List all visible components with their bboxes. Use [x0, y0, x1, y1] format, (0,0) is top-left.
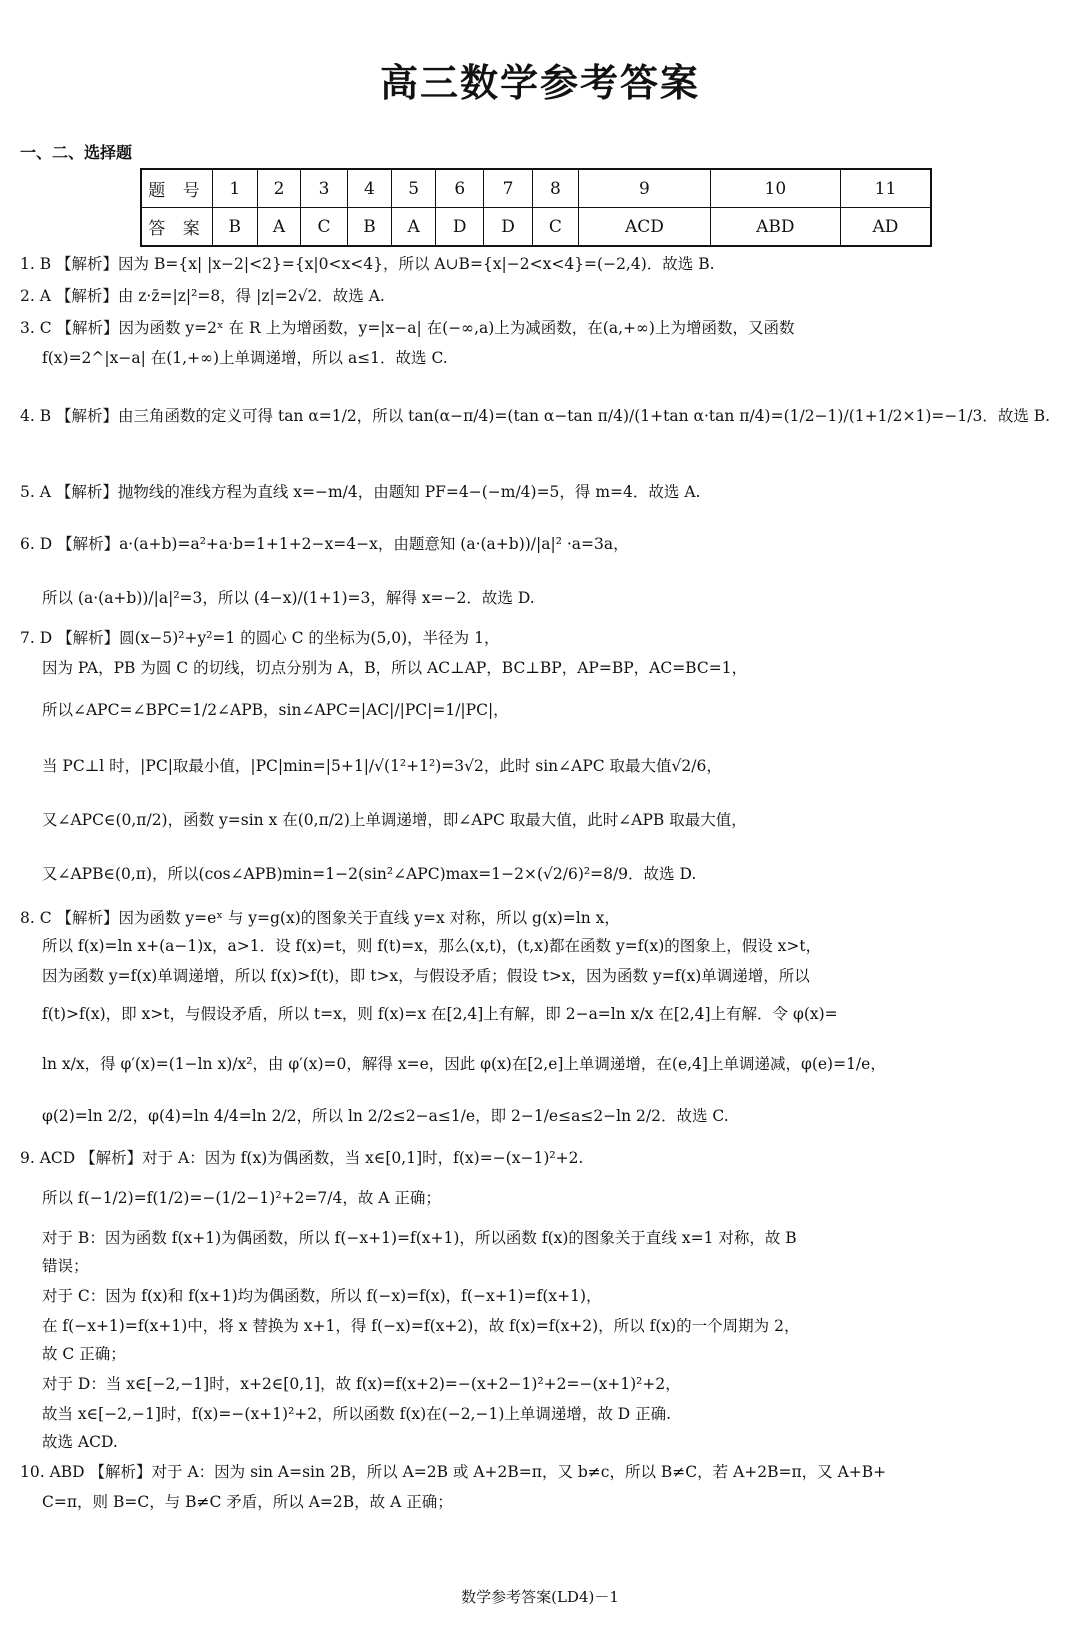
solution-line-q9a: 9. ACD 【解析】对于 A：因为 f(x)为偶函数，当 x∈[0,1]时，f(x)=−(x−1)²+2.: [20, 1149, 584, 1167]
solution-line-q1: 1. B 【解析】因为 B={x| |x−2|<2}={x|0<x<4}，所以 A∪B={x|−2<x<4}=(−2,4)．故选 B.: [20, 255, 715, 273]
solution-line-q8b: 所以 f(x)=ln x+(a−1)x，a>1．设 f(x)=t，则 f(t)=x，那么(x,t)，(t,x)都在函数 y=f(x)的图象上，假设 x>t，: [42, 937, 822, 955]
solution-line-q8e: ln x/x，得 φ′(x)=(1−ln x)/x²，由 φ′(x)=0，解得 x=e，因此 φ(x)在[2,e]上单调递增，在(e,4]上单调递减，φ(e)=1/e，: [42, 1055, 886, 1073]
answer-table: [140, 168, 932, 247]
solution-line-q7b: 因为 PA，PB 为圆 C 的切线，切点分别为 A，B，所以 AC⊥AP，BC⊥BP，AP=BP，AC=BC=1，: [42, 659, 748, 677]
solution-line-q10a: 10. ABD 【解析】对于 A：因为 sin A=sin 2B，所以 A=2B 或 A+2B=π，又 b≠c，所以 B≠C，若 A+2B=π，又 A+B+: [20, 1463, 887, 1481]
solution-line-q7f: 又∠APB∈(0,π)，所以(cos∠APB)min=1−2(sin²∠APC)max=1−2×(√2/6)²=8/9．故选 D.: [42, 865, 697, 883]
section-heading: 一、二、选择题: [20, 143, 133, 162]
table-cell: 3: [301, 169, 347, 208]
table-cell: 10: [710, 169, 840, 208]
solution-line-q10b: C=π，则 B=C，与 B≠C 矛盾，所以 A=2B，故 A 正确；: [42, 1493, 453, 1511]
solution-line-q7e: 又∠APC∈(0,π/2)，函数 y=sin x 在(0,π/2)上单调递增，即∠APC 取最大值，此时∠APB 取最大值，: [42, 811, 747, 829]
table-cell: D: [436, 208, 484, 247]
row-header-answer: 答 案: [141, 208, 213, 247]
table-cell: 5: [392, 169, 436, 208]
table-cell: ACD: [579, 208, 711, 247]
table-cell: B: [213, 208, 258, 247]
table-cell: 1: [213, 169, 258, 208]
table-cell: D: [484, 208, 532, 247]
solution-line-q8d: f(t)>f(x)，即 x>t，与假设矛盾，所以 t=x，则 f(x)=x 在[2,4]上有解，即 2−a=ln x/x 在[2,4]上有解．令 φ(x)=: [42, 1005, 838, 1023]
table-cell: 4: [347, 169, 392, 208]
solution-line-q9b: 所以 f(−1/2)=f(1/2)=−(1/2−1)²+2=7/4，故 A 正确；: [42, 1189, 441, 1207]
solution-line-q8c: 因为函数 y=f(x)单调递增，所以 f(x)>f(t)，即 t>x，与假设矛盾；假设 t>x，因为函数 y=f(x)单调递增，所以: [42, 967, 810, 985]
table-cell: 9: [579, 169, 711, 208]
solution-line-q6b: 所以 (a·(a+b))/|a|²=3，所以 (4−x)/(1+1)=3，解得 x=−2．故选 D.: [42, 589, 535, 607]
table-cell: 6: [436, 169, 484, 208]
solution-line-q6a: 6. D 【解析】a·(a+b)=a²+a·b=1+1+2−x=4−x，由题意知 (a·(a+b))/|a|² ·a=3a，: [20, 535, 629, 553]
solution-line-q5: 5. A 【解析】抛物线的准线方程为直线 x=−m/4，由题知 PF=4−(−m/4)=5，得 m=4．故选 A.: [20, 483, 701, 501]
table-cell: 7: [484, 169, 532, 208]
row-header-number: 题 号: [141, 169, 213, 208]
page-title: 高三数学参考答案: [379, 61, 700, 105]
solution-line-q3a: 3. C 【解析】因为函数 y=2ˣ 在 R 上为增函数，y=|x−a| 在(−∞,a)上为减函数，在(a,+∞)上为增函数，又函数: [20, 319, 795, 337]
table-row-numbers: [141, 169, 931, 208]
table-cell: 2: [257, 169, 301, 208]
solution-line-q7d: 当 PC⊥l 时，|PC|取最小值，|PC|min=|5+1|/√(1²+1²)=3√2，此时 sin∠APC 取最大值√2/6，: [42, 757, 722, 775]
solution-line-q8f: φ(2)=ln 2/2，φ(4)=ln 4/4=ln 2/2，所以 ln 2/2≤2−a≤1/e，即 2−1/e≤a≤2−ln 2/2．故选 C.: [42, 1107, 729, 1125]
solution-line-q7a: 7. D 【解析】圆(x−5)²+y²=1 的圆心 C 的坐标为(5,0)，半径为 1，: [20, 629, 500, 647]
table-cell: 11: [840, 169, 931, 208]
solution-line-q9d: 错误；: [42, 1257, 89, 1275]
solution-line-q9i: 故当 x∈[−2,−1]时，f(x)=−(x+1)²+2，所以函数 f(x)在(−2,−1)上单调递增，故 D 正确.: [42, 1405, 672, 1423]
table-cell: B: [347, 208, 392, 247]
solution-line-q9c: 对于 B：因为函数 f(x+1)为偶函数，所以 f(−x+1)=f(x+1)，所以函数 f(x)的图象关于直线 x=1 对称，故 B: [42, 1229, 797, 1247]
table-row-answers: [141, 208, 931, 247]
table-cell: A: [257, 208, 301, 247]
solution-line-q8a: 8. C 【解析】因为函数 y=eˣ 与 y=g(x)的图象关于直线 y=x 对称，所以 g(x)=ln x，: [20, 909, 620, 927]
table-cell: C: [301, 208, 347, 247]
solution-line-q2: 2. A 【解析】由 z·z̄=|z|²=8，得 |z|=2√2．故选 A.: [20, 287, 385, 305]
table-cell: ABD: [710, 208, 840, 247]
solution-line-q9j: 故选 ACD.: [42, 1433, 118, 1451]
solution-line-q9g: 故 C 正确；: [42, 1345, 126, 1363]
solution-line-q9e: 对于 C：因为 f(x)和 f(x+1)均为偶函数，所以 f(−x)=f(x)，f(−x+1)=f(x+1)，: [42, 1287, 602, 1305]
page-footer: 数学参考答案(LD4)－1: [461, 1588, 619, 1606]
table-cell: C: [532, 208, 578, 247]
solution-line-q9h: 对于 D：当 x∈[−2,−1]时，x+2∈[0,1]，故 f(x)=f(x+2)=−(x+2−1)²+2=−(x+1)²+2，: [42, 1375, 681, 1393]
solution-line-q4: 4. B 【解析】由三角函数的定义可得 tan α=1/2，所以 tan(α−π/4)=(tan α−tan π/4)/(1+tan α·tan π/4)=(1/2−1)/(1+1/2×1)=−1/3．故选 B.: [20, 407, 1051, 425]
solution-line-q7c: 所以∠APC=∠BPC=1/2∠APB，sin∠APC=|AC|/|PC|=1/|PC|，: [42, 701, 509, 719]
solution-line-q9f: 在 f(−x+1)=f(x+1)中，将 x 替换为 x+1，得 f(−x)=f(x+2)，故 f(x)=f(x+2)，所以 f(x)的一个周期为 2，: [42, 1317, 800, 1335]
table-cell: AD: [840, 208, 931, 247]
table-cell: 8: [532, 169, 578, 208]
solution-line-q3b: f(x)=2^|x−a| 在(1,+∞)上单调递增，所以 a≤1．故选 C.: [42, 349, 448, 367]
table-cell: A: [392, 208, 436, 247]
